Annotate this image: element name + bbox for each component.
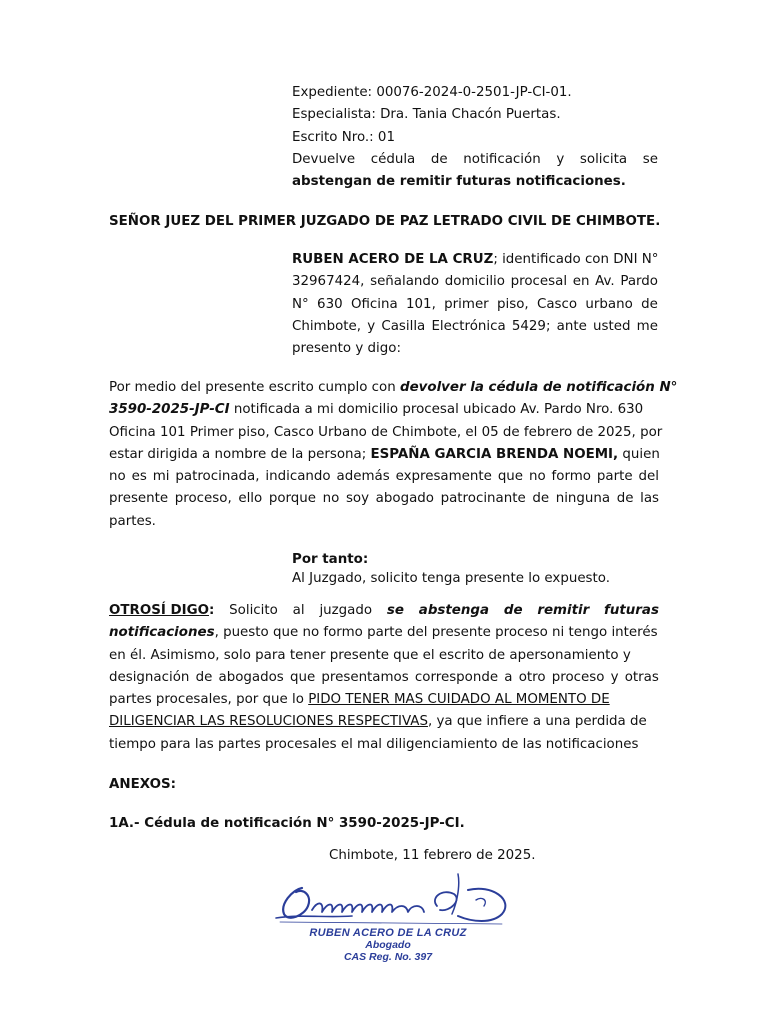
stamp-name: RUBEN ACERO DE LA CRUZ bbox=[309, 927, 467, 939]
introduction-paragraph bbox=[292, 249, 658, 360]
word: proceso bbox=[551, 669, 605, 685]
word: parte bbox=[596, 469, 633, 485]
word: Devuelve bbox=[292, 151, 356, 167]
otrosi-line-7: tiempo para las partes procesales el mal diligenciamiento de las notificaciones bbox=[109, 736, 639, 752]
word: porque bbox=[268, 491, 317, 507]
petitioner-name: RUBEN ACERO DE LA CRUZ bbox=[292, 252, 494, 267]
word: usted bbox=[593, 318, 631, 334]
especialista-line: Especialista: Dra. Tania Chacón Puertas. bbox=[292, 107, 561, 123]
word: abogados bbox=[218, 669, 284, 685]
por-tanto-text: Al Juzgado, solicito tenga presente lo expuesto. bbox=[292, 571, 611, 586]
word: me bbox=[636, 318, 658, 334]
otrosi-line-5: partes procesales, por que lo PIDO TENER MAS CUIDADO AL MOMENTO DE bbox=[109, 692, 610, 708]
word: que bbox=[289, 669, 316, 685]
word: designación bbox=[109, 669, 190, 685]
word: ante bbox=[556, 318, 587, 334]
word: otro bbox=[518, 669, 546, 685]
word: 630 bbox=[317, 296, 343, 312]
intro-line-1: RUBEN ACERO DE LA CRUZ; identificado con DNI N° bbox=[292, 252, 659, 267]
word: otras bbox=[624, 669, 659, 685]
word: es bbox=[131, 469, 147, 485]
addressee: SEÑOR JUEZ DEL PRIMER JUZGADO DE PAZ LETRADO CIVIL DE CHIMBOTE. bbox=[109, 214, 661, 229]
word: solicita bbox=[579, 151, 628, 167]
intro-line-2 bbox=[292, 271, 658, 293]
intro-line-3 bbox=[292, 294, 658, 316]
body-line-4: estar dirigida a nombre de la persona; ESPAÑA GARCIA BRENDA NOEMI, quien bbox=[109, 446, 660, 462]
word: Pardo bbox=[620, 274, 658, 290]
signature-stamp-text bbox=[309, 927, 467, 963]
word: a bbox=[504, 669, 513, 685]
word: y bbox=[367, 318, 376, 334]
handwritten-signature bbox=[276, 874, 505, 924]
word: 5429; bbox=[511, 318, 551, 334]
word: de bbox=[532, 491, 550, 507]
word: las bbox=[640, 491, 659, 507]
word: no bbox=[322, 491, 340, 507]
word: Casilla bbox=[381, 318, 426, 334]
otrosi-line-1: OTROSÍ DIGO: Solicito al juzgado se abstenga de remitir futuras bbox=[109, 603, 659, 618]
word: N° bbox=[292, 296, 309, 312]
body-line-5 bbox=[109, 466, 659, 488]
word: Oficina bbox=[350, 296, 398, 312]
body-line-1: Por medio del presente escrito cumplo con devolver la cédula de notificación N° bbox=[109, 380, 678, 395]
word: presentamos bbox=[321, 669, 409, 685]
sumilla-line-2: abstengan de remitir futuras notificaciones. bbox=[292, 174, 626, 190]
word: formo bbox=[551, 469, 591, 485]
word: cédula bbox=[370, 151, 416, 167]
word: expresamente bbox=[395, 469, 492, 485]
word: 101, bbox=[406, 296, 436, 312]
word: de bbox=[616, 491, 634, 507]
word: procesal bbox=[510, 274, 568, 290]
word: notificación bbox=[463, 151, 541, 167]
intro-line-5: presento y digo: bbox=[292, 341, 401, 357]
por-tanto-section bbox=[292, 550, 658, 588]
word: soy bbox=[345, 491, 370, 507]
word: primer bbox=[444, 296, 489, 312]
main-body-paragraph bbox=[109, 377, 678, 533]
otrosi-label: OTROSÍ DIGO bbox=[109, 603, 209, 618]
word: no bbox=[109, 469, 126, 485]
word: indicando bbox=[265, 469, 331, 485]
word: 32967424, bbox=[292, 274, 365, 290]
case-header bbox=[292, 82, 658, 193]
word: urbano bbox=[585, 296, 633, 312]
signature-stamp bbox=[262, 870, 512, 970]
body-line-2: 3590-2025-JP-CI notificada a mi domicilio procesal ubicado Av. Pardo Nro. 630 bbox=[109, 402, 644, 418]
por-tanto-title: Por tanto: bbox=[292, 552, 369, 567]
word: presente bbox=[109, 491, 169, 507]
word: en bbox=[572, 274, 590, 290]
word: ello bbox=[238, 491, 263, 507]
word: Av. bbox=[595, 274, 615, 290]
intro-line-4 bbox=[292, 316, 658, 338]
word: mi bbox=[152, 469, 170, 485]
word: y bbox=[556, 151, 565, 167]
body-line-6 bbox=[109, 488, 659, 510]
word: no bbox=[528, 469, 546, 485]
escrito-line: Escrito Nro.: 01 bbox=[292, 129, 395, 145]
otrosi-line-4 bbox=[109, 667, 659, 689]
stamp-reg: CAS Reg. No. 397 bbox=[343, 951, 433, 963]
word: Chimbote, bbox=[292, 318, 362, 334]
word: y bbox=[610, 669, 619, 685]
stamp-title: Abogado bbox=[365, 939, 411, 951]
sumilla-line-1 bbox=[292, 149, 658, 171]
expediente-line: Expediente: 00076-2024-0-2501-JP-CI-01. bbox=[292, 85, 572, 100]
body-line-3: Oficina 101 Primer piso, Casco Urbano de Chimbote, el 05 de febrero de 2025, por bbox=[109, 424, 663, 440]
otrosi-line-3: en él. Asimismo, solo para tener presente que el escrito de apersonamiento y bbox=[109, 647, 631, 663]
anexo-item-1: 1A.- Cédula de notificación N° 3590-2025-JP-CI. bbox=[109, 816, 465, 831]
word: patrocinada, bbox=[175, 469, 260, 485]
word: además bbox=[336, 469, 390, 485]
word: que bbox=[497, 469, 524, 485]
otrosi-paragraph bbox=[109, 600, 659, 756]
word: corresponde bbox=[414, 669, 499, 685]
word: Electrónica bbox=[431, 318, 506, 334]
word: ninguna bbox=[555, 491, 611, 507]
word: del bbox=[638, 469, 659, 485]
word: se bbox=[642, 151, 658, 167]
word: de bbox=[641, 296, 658, 312]
word: domicilio bbox=[444, 274, 505, 290]
word: señalando bbox=[370, 274, 440, 290]
word: abogado bbox=[375, 491, 434, 507]
word: patrocinante bbox=[440, 491, 526, 507]
otrosi-line-2: notificaciones, puesto que no formo parte del presente proceso ni tengo interés bbox=[109, 625, 658, 641]
word: de bbox=[195, 669, 213, 685]
otrosi-line-6: DILIGENCIAR LAS RESOLUCIONES RESPECTIVAS, ya que infiere a una perdida de bbox=[109, 714, 647, 730]
body-line-7: partes. bbox=[109, 513, 156, 529]
anexos-title: ANEXOS: bbox=[109, 777, 176, 792]
word: de bbox=[430, 151, 448, 167]
word: piso, bbox=[497, 296, 529, 312]
word: Casco bbox=[537, 296, 578, 312]
word: proceso, bbox=[174, 491, 232, 507]
date-line: Chimbote, 11 febrero de 2025. bbox=[329, 848, 536, 863]
